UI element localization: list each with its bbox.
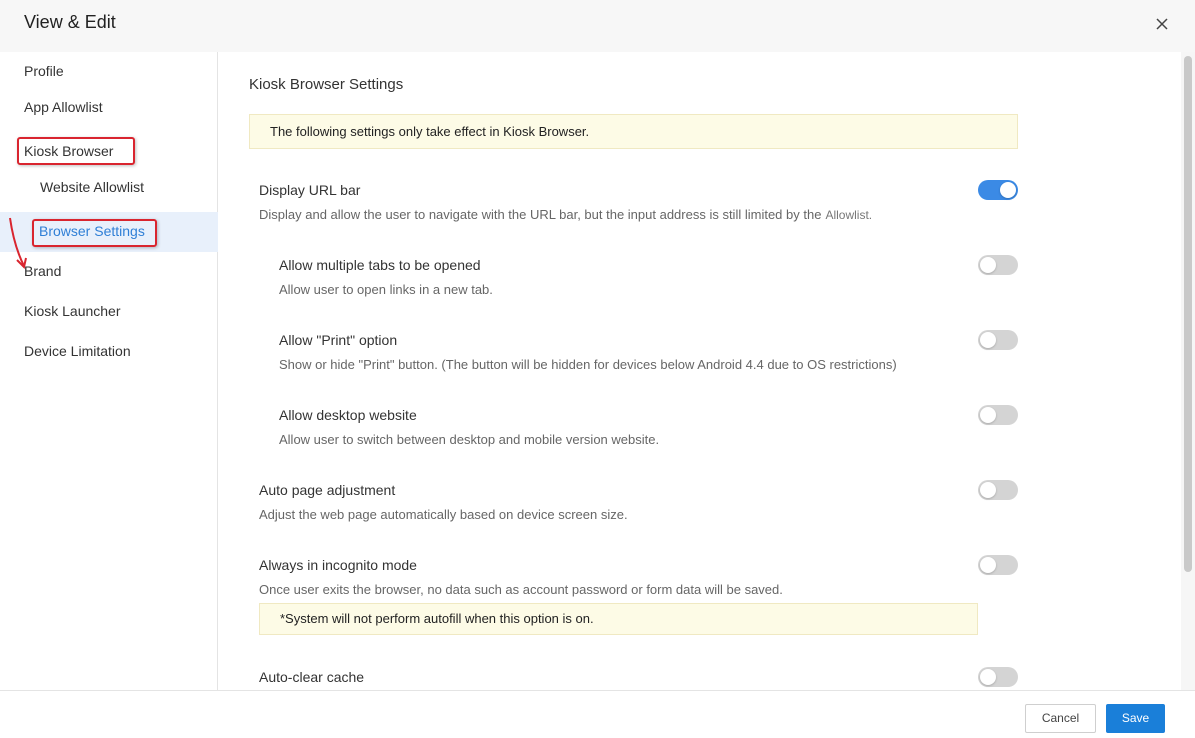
allow-print-toggle[interactable] [978, 330, 1018, 350]
close-icon[interactable] [1150, 12, 1174, 36]
sidebar-item-label: Device Limitation [24, 343, 131, 359]
allowlist-tag: Allowlist. [825, 208, 873, 222]
highlight-box-kiosk-browser [17, 137, 135, 165]
annotation-arrow-icon [6, 216, 36, 272]
sidebar-item-website-allowlist[interactable] [0, 168, 218, 208]
cancel-button[interactable]: Cancel [1025, 704, 1096, 733]
setting-description: Adjust the web page automatically based on device screen size. [259, 507, 628, 522]
setting-title: Display URL bar [259, 182, 361, 198]
setting-title: Auto-clear cache [259, 669, 365, 685]
save-button[interactable]: Save [1106, 704, 1165, 733]
display-url-bar-toggle[interactable] [978, 180, 1018, 200]
sidebar-item-label: Website Allowlist [40, 179, 145, 195]
tip-text: *System will not perform autofill when this option is on. [280, 611, 594, 626]
sidebar [0, 52, 218, 690]
scrollbar-thumb[interactable] [1184, 56, 1192, 572]
sidebar-item-device-limitation[interactable] [0, 332, 218, 372]
auto-page-adjustment-toggle[interactable] [978, 480, 1018, 500]
settings-panel [219, 52, 1181, 690]
scrollbar[interactable] [1181, 52, 1195, 690]
section-title: Kiosk Browser Settings [249, 76, 404, 93]
sidebar-item-label: Browser Settings [39, 223, 145, 239]
setting-description: Once user exits the browser, no data such as account password or form data will be saved. [259, 582, 783, 597]
dialog-header [0, 0, 1195, 52]
sidebar-item-label: Kiosk Launcher [24, 303, 121, 319]
setting-description: Allow user to switch between desktop and mobile version website. [279, 432, 660, 447]
sidebar-item-label: Profile [24, 63, 64, 79]
setting-title: Allow desktop website [279, 407, 417, 423]
sidebar-item-profile[interactable] [0, 52, 218, 92]
allow-desktop-website-toggle[interactable] [978, 405, 1018, 425]
auto-clear-cache-toggle[interactable] [978, 667, 1018, 687]
sidebar-item-label: Kiosk Browser [24, 143, 114, 159]
setting-title: Allow multiple tabs to be opened [279, 257, 481, 273]
setting-title: Auto page adjustment [259, 482, 396, 498]
sidebar-item-kiosk-launcher[interactable] [0, 292, 218, 332]
setting-title: Always in incognito mode [259, 557, 417, 573]
dialog-footer [0, 690, 1195, 738]
notice-text: The following settings only take effect in Kiosk Browser. [270, 124, 590, 139]
sidebar-item-label: Brand [24, 263, 62, 279]
allow-multiple-tabs-toggle[interactable] [978, 255, 1018, 275]
setting-description: Display and allow the user to navigate with the URL bar, but the input address is still limited by the Allowlist. [259, 207, 873, 222]
setting-description: Show or hide "Print" button. (The button will be hidden for devices below Android 4.4 due to OS restrictions) [279, 357, 897, 372]
sidebar-item-app-allowlist[interactable] [0, 88, 218, 128]
setting-description: Allow user to open links in a new tab. [279, 282, 493, 297]
setting-title: Allow "Print" option [279, 332, 398, 348]
incognito-mode-toggle[interactable] [978, 555, 1018, 575]
dialog-title: View & Edit [24, 12, 116, 32]
kiosk-notice [249, 114, 1018, 149]
sidebar-item-label: App Allowlist [24, 99, 103, 115]
incognito-tip [259, 603, 978, 635]
highlight-box-browser-settings [32, 219, 157, 247]
